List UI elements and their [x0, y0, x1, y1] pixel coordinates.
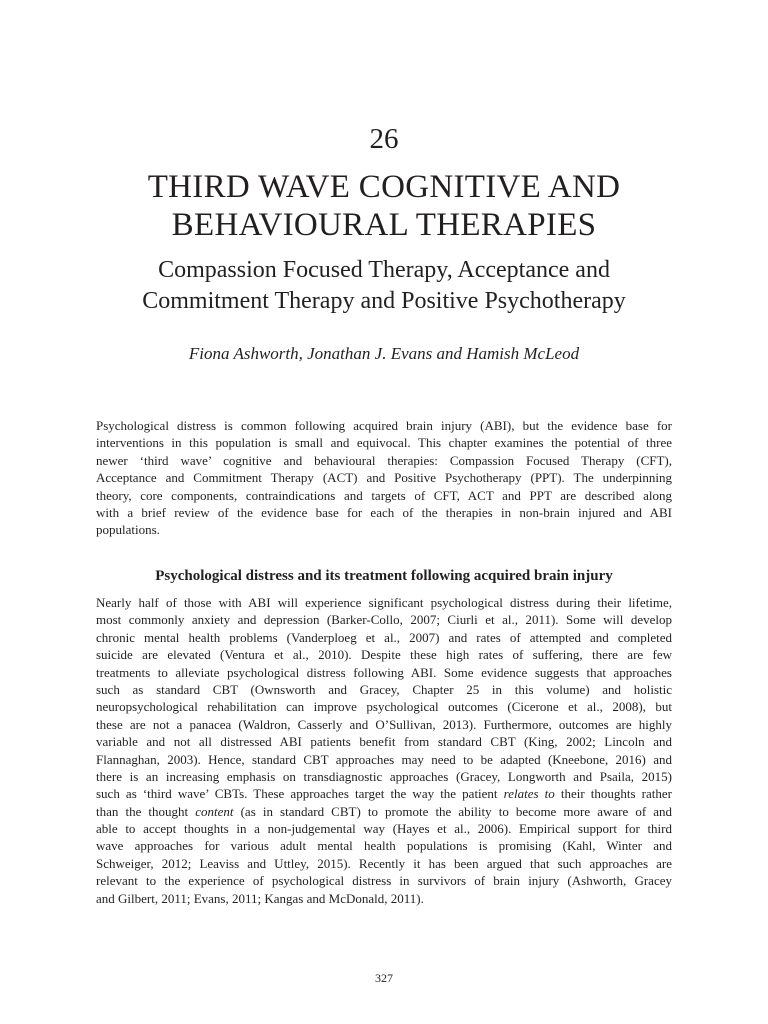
abstract-line: interventions in this population is small and equivocal. This chapter examines the potential of three [96, 435, 672, 451]
body-line: suicide are elevated (Ventura et al., 2010). Despite these high rates of suffering, there are few [96, 647, 672, 663]
abstract-line: newer ‘third wave’ cognitive and behavioural therapies: Compassion Focused Therapy (CFT), [96, 452, 672, 468]
body-line: able to accept thoughts in a non-judgemental way (Hayes et al., 2006). Empirical support for third [96, 821, 672, 837]
body-line: these are not a panacea (Waldron, Casserly and O’Sullivan, 2013). Furthermore, outcomes are highly [96, 716, 672, 732]
abstract-line: Acceptance and Commitment Therapy (ACT) and Positive Psychotherapy (PPT). The underpinning [96, 470, 672, 486]
abstract-line: theory, core components, contraindications and targets of CFT, ACT and PPT are described along [96, 487, 672, 503]
chapter-subtitle-line: Commitment Therapy and Positive Psychotherapy [142, 288, 626, 314]
body-paragraph [96, 594, 672, 907]
abstract-line: Psychological distress is common following acquired brain injury (ABI), but the evidence base for [96, 418, 672, 433]
body-line: such as standard CBT (Ownsworth and Gracey, Chapter 25 in this volume) and holistic [96, 681, 672, 697]
body-line-text: (as in standard CBT) to promote the ability to become more aware of and [233, 803, 672, 819]
body-line: Schweiger, 2012; Leaviss and Uttley, 2015). Recently it has been argued that such approaches are [96, 855, 672, 871]
chapter-number: 26 [369, 123, 399, 155]
body-line: there is an increasing emphasis on transdiagnostic approaches (Gracey, Longworth and Psaila, 2015) [96, 768, 672, 784]
body-line [96, 785, 672, 802]
chapter-title-line: THIRD WAVE COGNITIVE AND [147, 169, 621, 205]
body-line-text: than the thought [96, 803, 196, 819]
body-line: and Gilbert, 2011; Evans, 2011; Kangas and McDonald, 2011). [96, 890, 424, 906]
abstract-line: with a brief review of the evidence base for each of the therapies in non-brain injured and ABI [96, 504, 672, 520]
chapter-title [40, 168, 728, 244]
abstract-line: populations. [96, 522, 160, 538]
body-line: Flannaghan, 2003). Hence, standard CBT approaches may need to be adapted (Kneebone, 2016) and [96, 751, 672, 767]
body-line: wave approaches for various adult mental health populations is promising (Kahl, Winter and [96, 838, 672, 854]
page-number: 327 [375, 971, 393, 985]
body-line: variable and not all distressed ABI patients benefit from standard CBT (King, 2002; Lincoln and [96, 734, 672, 750]
body-line [96, 803, 672, 820]
chapter-subtitle [40, 255, 728, 317]
italic-phrase: relates to [503, 786, 555, 802]
body-line: Nearly half of those with ABI will experience significant psychological distress during their lifetime, [96, 595, 672, 610]
body-line: most commonly anxiety and depression (Barker-Collo, 2007; Ciurli et al., 2011). Some will develop [96, 612, 672, 628]
section-heading: Psychological distress and its treatment following acquired brain injury [155, 568, 613, 584]
abstract-paragraph [96, 417, 672, 539]
body-line-text: their thoughts rather [554, 786, 672, 802]
body-line: chronic mental health problems (Vanderploeg et al., 2007) and rates of attempted and completed [96, 629, 672, 645]
body-line: treatments to alleviate psychological distress following ABI. Some evidence suggests that approaches [96, 664, 672, 680]
italic-phrase: content [195, 803, 234, 819]
body-line: neuropsychological rehabilitation can improve psychological outcomes (Cicerone et al., 2008), but [96, 699, 672, 715]
body-line-text: such as ‘third wave’ CBTs. These approaches target the way the patient [96, 786, 504, 802]
chapter-title-line: BEHAVIOURAL THERAPIES [171, 207, 597, 243]
body-line: relevant to the experience of psychological distress in survivors of brain injury (Ashworth, Gracey [96, 873, 672, 889]
chapter-subtitle-line: Compassion Focused Therapy, Acceptance and [158, 257, 610, 283]
chapter-authors: Fiona Ashworth, Jonathan J. Evans and Hamish McLeod [188, 344, 580, 363]
